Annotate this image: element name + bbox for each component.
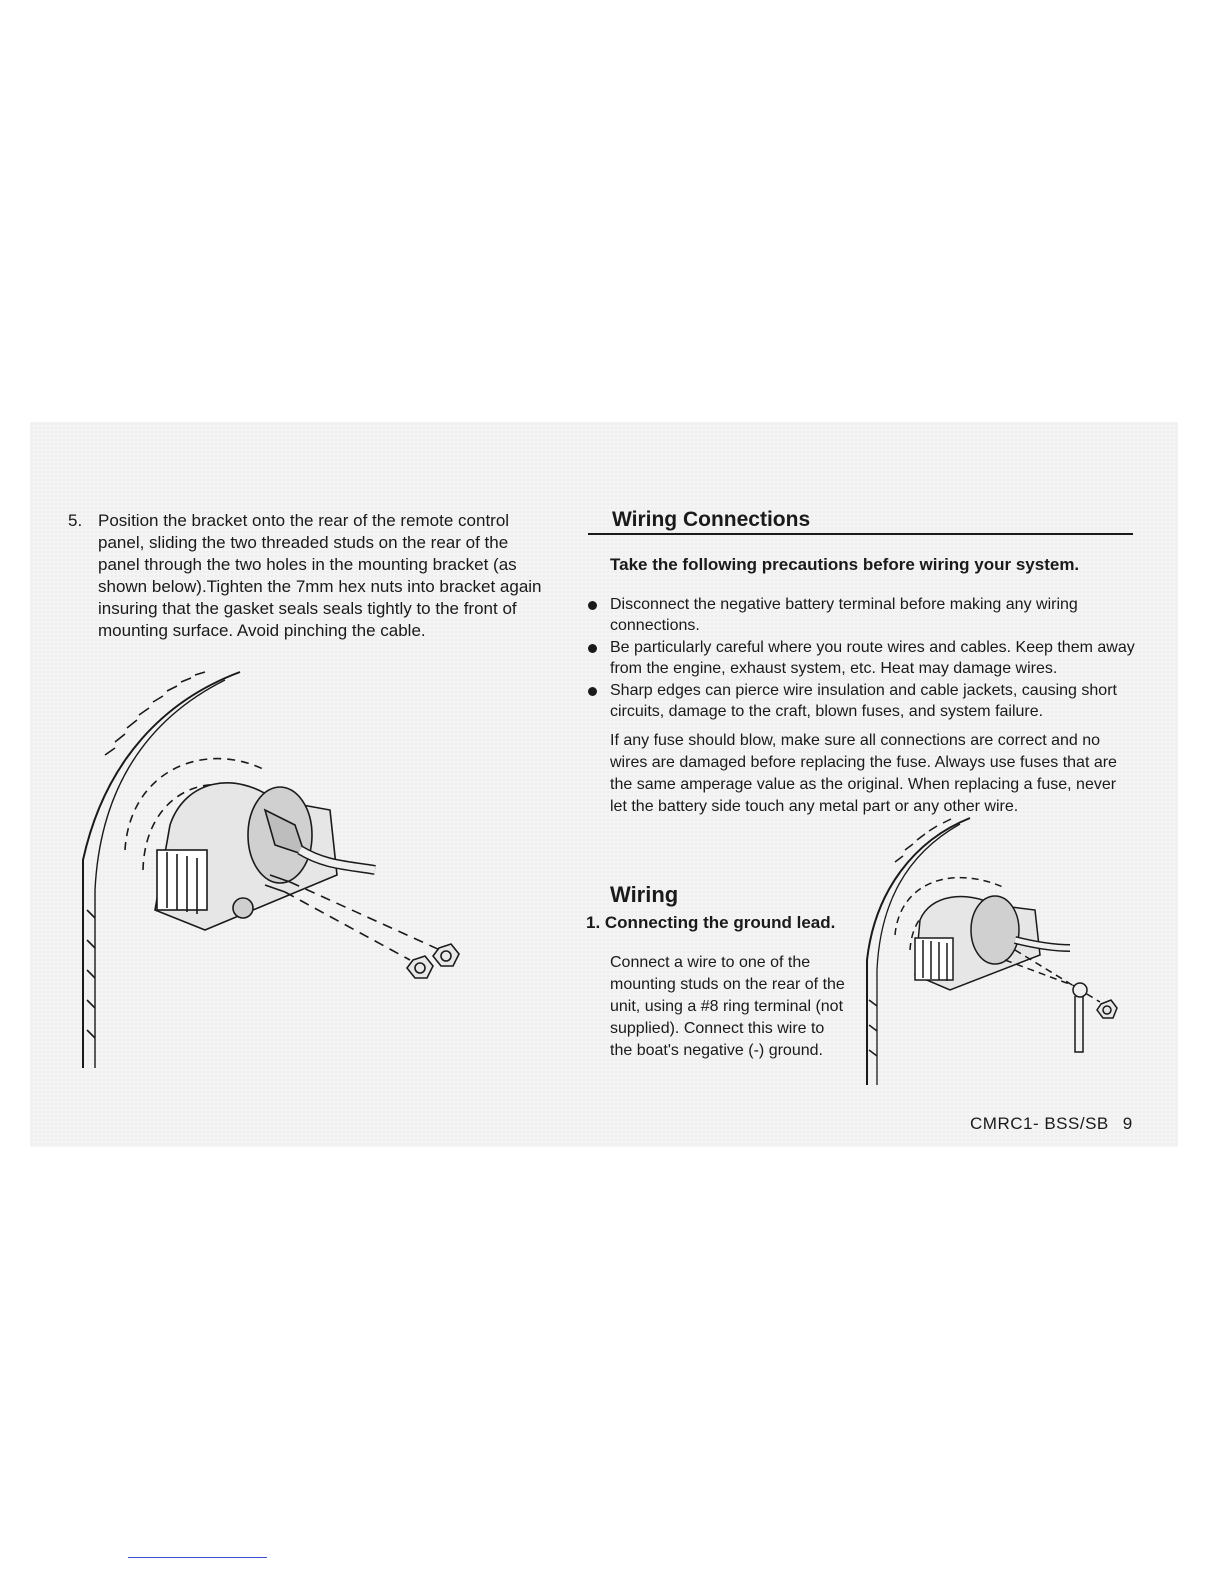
page-number: 9 [1122,1114,1133,1133]
bullet-icon [588,687,597,696]
bottom-rule [128,1557,267,1558]
wiring-connections-heading: Wiring Connections [612,508,811,531]
bullet-icon [588,644,597,653]
list-item [584,680,1144,722]
ground-lead-text: Connect a wire to one of the mounting studs on the rear of the unit, using a #8 ring terminal (not supplied). Connect this wire to the boat's negative (-) ground. [610,954,845,1059]
step-5-number: 5. [68,511,83,530]
step-1-label: 1. Connecting the ground lead. [586,913,836,932]
wiring-heading: Wiring [610,882,679,907]
ground-lead-illustration [855,810,1155,1090]
heading-rule [588,533,1133,535]
bullet-text: Be particularly careful where you route wires and cables. Keep them away from the engine, exhaust system, etc. Heat may damage wires. [610,639,1135,677]
bracket-mounting-illustration [75,660,475,1075]
bullet-text: Sharp edges can pierce wire insulation and cable jackets, causing short circuits, damage to the craft, blown fuses, and system failure. [610,682,1117,720]
bullet-text: Disconnect the negative battery terminal before making any wiring connections. [610,596,1078,634]
precaution-list [584,594,1144,723]
step-5-text: Position the bracket onto the rear of the remote control panel, sliding the two threaded studs on the rear of the panel through the two holes in the mounting bracket (as shown below).Tighten the 7mm hex nuts into bracket again insuring that the gasket seals seals tightly to the front of mounting surface. Avoid pinching the cable. [98,511,542,640]
list-item [584,594,1144,636]
step-5 [68,510,548,642]
precautions-intro: Take the following precautions before wiring your system. [610,555,1080,574]
bullet-icon [588,601,597,610]
model-number: CMRC1- BSS/SB [970,1114,1109,1133]
page-footer [970,1114,1133,1134]
fuse-paragraph: If any fuse should blow, make sure all connections are correct and no wires are damaged before replacing the fuse. Always use fuses that are the same amperage value as the original. When replacing a fuse, never let the battery side touch any metal part or any other wire. [610,732,1117,815]
list-item [584,637,1144,679]
